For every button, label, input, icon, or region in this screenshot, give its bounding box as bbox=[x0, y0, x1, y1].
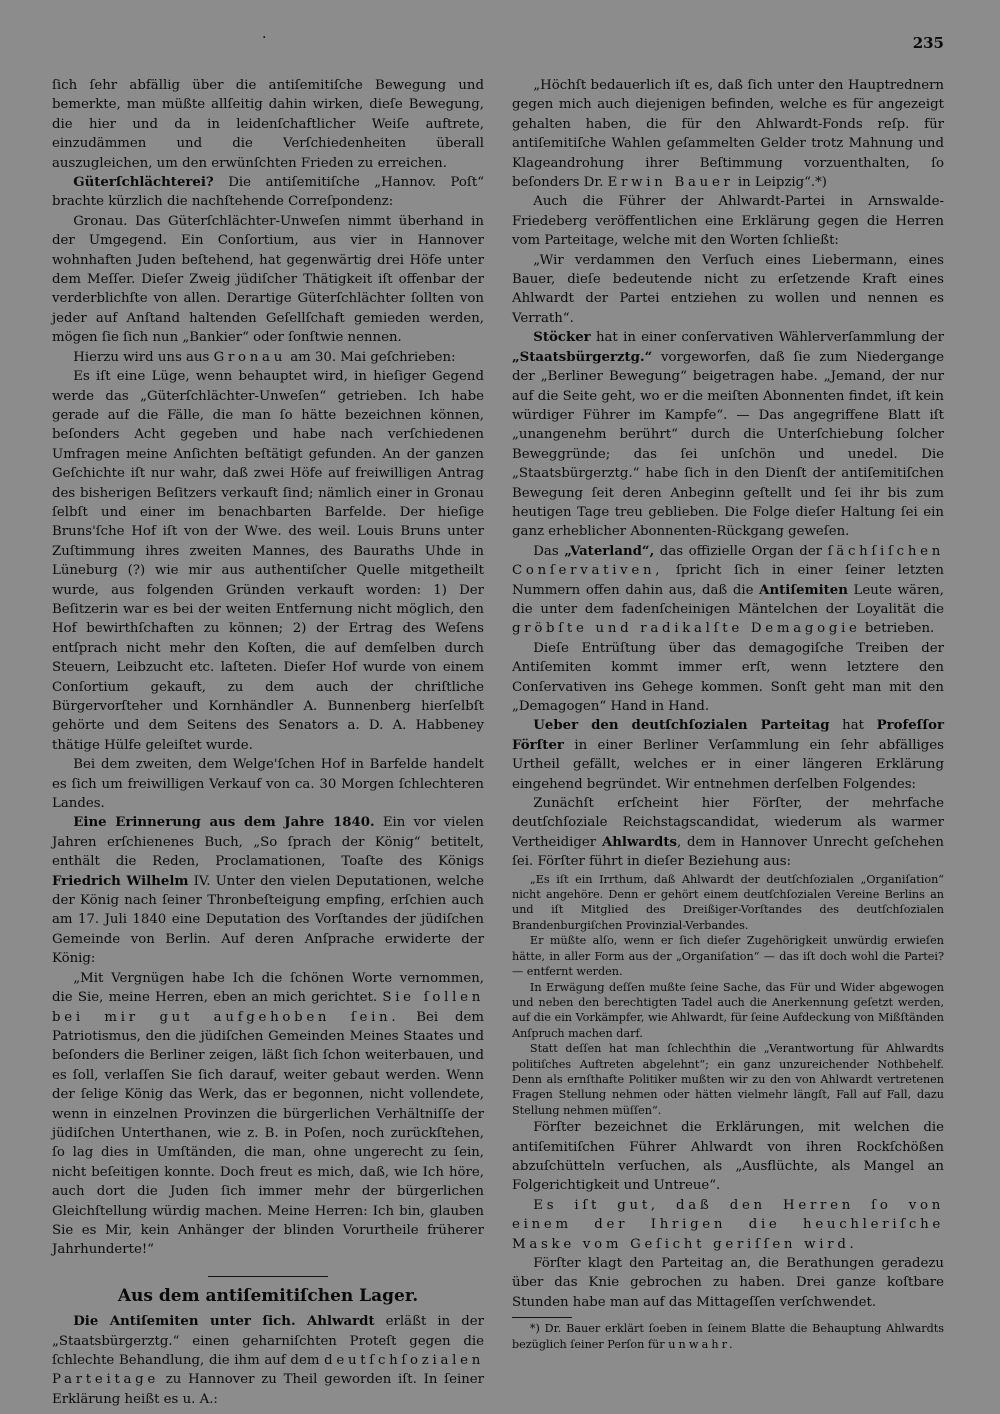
bold-name: Friedrich Wilhelm bbox=[52, 873, 189, 889]
text-run: Das bbox=[533, 543, 565, 559]
paragraph: Förſter klagt den Parteitag an, die Berathungen geradezu über das Knie gebrochen zu haben. Drei ganze koſtbare Stunden habe man auf das Mittageſſen verſchwendet. bbox=[512, 1256, 944, 1310]
spaced-text: Erwin Bauer bbox=[607, 175, 734, 191]
paragraph bbox=[512, 542, 944, 639]
text-run: erläßt in der „Staatsbürgerztg.“ einen geharniſchten Proteſt gegen die ſchlechte Behandlung, die ihm auf dem bbox=[52, 1314, 484, 1368]
quote-paragraph: In Erwägung deſſen mußte ſeine Sache, das Für und Wider abgewogen und neben den berechtigten Tadel auch die Anerkennung geſetzt werden, auf die ein Vorkämpfer, wie Ahlwardt, für ſeine Aufdeckung von Mißſtänden Anſpruch machen darf. bbox=[512, 980, 944, 1040]
headline: Ueber den deutſchſozialen Parteitag bbox=[533, 718, 830, 734]
quote-paragraph bbox=[52, 969, 484, 1260]
spaced-paragraph: Es iſt gut, daß den Herren ſo von einem der Ihrigen die heuchleriſche Maske vom Geſicht geriſſen wird. bbox=[512, 1197, 944, 1252]
text-run: Zunächſt erſcheint hier Förſter, der mehrfache deutſchſoziale Reichstagscandidat, wiederum als warmer Vertheidiger bbox=[512, 796, 944, 850]
section-divider bbox=[208, 1276, 328, 1277]
text-run: hat bbox=[829, 718, 877, 734]
paragraph bbox=[52, 348, 484, 367]
spaced-text: gröbſte und radikalſte Demagogie bbox=[512, 621, 861, 637]
spaced-text: Sie ſollen bei mir gut aufgehoben ſein. bbox=[52, 990, 484, 1025]
bold-name: Profeſſor Förſter bbox=[512, 718, 944, 753]
spaced-text: Gronau bbox=[213, 349, 286, 365]
paragraph: Förſter bezeichnet die Erklärungen, mit welchen die antiſemitiſchen Führer Ahlwardt von ihren Rockſchößen abzuſchütteln verſuchen, als „Ausflüchte, als Mangel an Folgerichtigkeit und Untreue“. bbox=[512, 1120, 944, 1194]
text-run: Hierzu wird uns aus bbox=[73, 349, 214, 365]
paragraph: Es iſt eine Lüge, wenn behauptet wird, in hieſiger Gegend werde das „Güterſchlächter-Unweſen“ getrieben. Ich habe gerade auf die Fälle, die man ſo hätte bezeichnen können, beſonders Acht gegeben und habe nach verſchiedenen Umfragen meine Anſichten beſtätigt gefunden. An der ganzen Geſchichte iſt nur wahr, daß zwei Höfe auf freiwilligen Antrag des bisherigen Beſitzers verkauft ſind; nämlich einer in Gronau ſelbſt und einer im benachbarten Barfelde. Der hieſige Bruns'ſche Hof iſt von der Wwe. des weil. Louis Bruns unter Zuſtimmung ihres zweiten Mannes, des Bauraths Uhde in Lüneburg (?) wie mir aus authentiſcher Quelle mitgetheilt wurde, aus folgenden Gründen verkauft worden: 1) Der Beſitzerin war es bei der weiten Entfernung nicht möglich, den Hof bewirthſchaften zu können; 2) der Ertrag des Weſens entſprach nicht mehr den Koſten, die auf demſelben durch Steuern, Leibzucht etc. laſteten. Dieſer Hof wurde von einem Conſortium gekauft, zu dem auch der chriſtliche Bürgervorſteher und Kornhändler A. Bunnenberg hierſelbſt gehörte und dem Seitens des Senators a. D. A. Habbeney thätige Hülfe geleiſtet wurde. bbox=[52, 369, 484, 753]
paragraph: Bei dem zweiten, dem Welge'ſchen Hof in Barfelde handelt es ſich um freiwilligen Verkauf von ca. 30 Morgen ſchlechteren Landes. bbox=[52, 757, 484, 812]
quote-paragraph: „Es iſt ein Irrthum, daß Ahlwardt der deutſchſozialen „Organiſation“ nicht angehöre. Denn er gehört einem deutſchſozialen Vereine Berlins an und iſt Mitglied des Dreißiger-Vorſtandes des deutſchſozialen Brandenburgiſchen Provinzial-Verbandes. bbox=[512, 872, 944, 932]
paragraph: ſich ſehr abfällig über die antiſemitiſche Bewegung und bemerkte, man müßte allſeitig dahin wirken, dieſe Bewegung, die hier und da in leidenſchaftlicher Weiſe auftrete, einzudämmen und die Verſchiedenheiten überall auszugleichen, um den erwünſchten Frieden zu erreichen. bbox=[52, 78, 484, 171]
right-column bbox=[512, 76, 944, 1352]
paragraph bbox=[512, 794, 944, 872]
paragraph: Gronau. Das Güterſchlächter-Unweſen nimmt überhand in der Umgegend. Ein Conſortium, aus vier in Hannover wohnhaften Juden beſtehend, hat gegenwärtig drei Höfe unter dem Meſſer. Dieſer Zweig jüdiſcher Thätigkeit iſt offenbar der verderblichſte von allen. Derartige Güterſchlächter ſollten von jeder auf Anſtand haltenden Geſellſchaft gemieden werden, mögen ſie ſich nun „Bankier“ oder ſonſtwie nennen. bbox=[52, 213, 484, 346]
text-run: ſpricht ſich in einer ſeiner letzten Nummern offen dahin aus, daß die bbox=[512, 563, 944, 598]
quote-paragraph: „Wir verdammen den Verſuch eines Liebermann, eines Bauer, dieſe bedeutende nicht zu erſetzende Kraft eines Ahlwardt der Partei entziehen zu wollen und nennen es Verrath“. bbox=[512, 252, 944, 326]
headline: „Vaterland“, bbox=[564, 543, 655, 559]
text-run: am 30. Mai geſchrieben: bbox=[285, 349, 456, 365]
text-run: in Leipzig“.*) bbox=[733, 175, 827, 191]
quote-paragraph bbox=[512, 76, 944, 192]
text-run: IV. Unter den vielen Deputationen, welche der König nach ſeiner Thronbeſteigung empfing, erſchien auch am 17. Juli 1840 eine Deputation des Vorſtandes der jüdiſchen Gemeinde von Berlin. Auf deren Anſprache erwiderte der König: bbox=[52, 873, 484, 967]
paragraph bbox=[52, 1312, 484, 1409]
paragraph bbox=[512, 328, 944, 541]
text-run: zu Hannover zu Theil geworden iſt. In ſeiner Erklärung heißt es u. A.: bbox=[52, 1372, 484, 1407]
paragraph bbox=[52, 813, 484, 968]
stray-mark: · bbox=[262, 30, 267, 46]
paragraph: Dieſe Entrüſtung über das demagogiſche Treiben der Antiſemiten kommt immer erſt, wenn letztere den Conſervativen ins Gehege kommen. Sonſt geht man mit den „Demagogen“ Hand in Hand. bbox=[512, 640, 944, 714]
spaced-text: deutſchſozialen Parteitage bbox=[52, 1353, 484, 1388]
footnote-text bbox=[512, 1321, 944, 1352]
section-title: Aus dem antiſemitiſchen Lager. bbox=[117, 1285, 419, 1306]
headline: Stöcker bbox=[533, 330, 591, 346]
spaced-text: unwahr. bbox=[668, 1337, 736, 1351]
text-run: das offizielle Organ der bbox=[654, 543, 828, 559]
text-run: „Mit Vergnügen habe Ich die ſchönen Worte vernommen, die Sie, meine Herren, eben an mich gerichtet. bbox=[52, 970, 484, 1006]
text-run: Ein vor vielen Jahren erſchienenes Buch, „So ſprach der König“ betitelt, enthält die Reden, Proclamationen, Toaſte des Königs bbox=[52, 815, 484, 870]
text-run: Die antiſemitiſche „Hannov. Poſt“ brachte kürzlich die nachſtehende Correſpondenz: bbox=[52, 175, 484, 210]
headline: Güterſchlächterei? bbox=[73, 175, 214, 191]
text-run: vorgeworfen, daß ſie zum Niedergange der „Berliner Bewegung“ beigetragen habe. „Jemand, der nur auf die Seite geht, wo er die meiſten Abonnenten findet, iſt kein würdiger Führer im Kampfe“. — Das angegriffene Blatt iſt „unangenehm berührt“ durch die Unterſchiebung ſolcher Beweggründe; das ſei unſchön und unedel. Die „Staatsbürgerztg.“ habe ſich in den Dienſt der antiſemitiſchen Bewegung ſeit deren Anbeginn geſtellt und ſei ihr bis zum heutigen Tage treu geblieben. Die Folge dieſer Haltung ſei ein ganz erheblicher Abonnenten-Rückgang geweſen. bbox=[512, 349, 944, 540]
footnote-divider bbox=[512, 1317, 572, 1318]
bold-name: „Staatsbürgerztg.“ bbox=[512, 349, 653, 365]
spaced-text: ſächſiſchen Conſervativen, bbox=[512, 543, 945, 579]
bold-name: Ahlwardts bbox=[601, 834, 677, 850]
bold-name: Antiſemiten bbox=[759, 582, 848, 598]
text-run: Leute wären, die unter dem fadenſcheinigen Mäntelchen der Loyalität die bbox=[512, 582, 944, 617]
footnote bbox=[512, 1321, 944, 1352]
text-run: betrieben. bbox=[860, 621, 935, 637]
page-number: 235 bbox=[912, 34, 944, 52]
text-run: , dem in Hannover Unrecht geſchehen ſei. Förſter führt in dieſer Beziehung aus: bbox=[512, 834, 944, 870]
paragraph bbox=[512, 716, 944, 794]
headline: Eine Erinnerung aus dem Jahre 1840. bbox=[73, 815, 375, 831]
left-column bbox=[52, 76, 484, 1409]
text-run: in einer Berliner Verſammlung ein ſehr abfälliges Urtheil gefällt, welches er in einer längeren Erklärung eingehend begründet. Wir entnehmen derſelben Folgendes: bbox=[512, 737, 944, 792]
paragraph: Auch die Führer der Ahlwardt-Partei in Arnswalde-Friedeberg veröffentlichen eine Erklärung gegen die Herren vom Parteitage, welche mit den Worten ſchließt: bbox=[512, 194, 944, 249]
text-run: Bei dem Patriotismus, den die jüdiſchen Gemeinden Meines Staates und beſonders die Berliner zeigen, läßt ſich ſchon weiterbauen, und es ſoll, verlaſſen Sie ſich darauf, weiter gebaut werden. Wenn der ſelige König das Werk, das er begonnen, nicht vollendete, wenn in einzelnen Provinzen die bürgerlichen Verhältniſſe der jüdiſchen Unterthanen, wie z. B. in Poſen, noch zurückſtehen, ſo lag dies in Umſtänden, die man, ohne ungerecht zu ſein, nicht beſeitigen konnte. Doch freut es mich, daß, wie Ich höre, auch dort die Juden ſich immer mehr der bürgerlichen Gleichſtellung würdig machen. Meine Herren: Ich bin, glauben Sie es Mir, kein Anhänger der blinden Vorurtheile früherer Jahrhunderte!“ bbox=[52, 1009, 485, 1258]
text-run: *) Dr. Bauer erklärt ſoeben in ſeinem Blatte die Behauptung Ahlwardts bezüglich ſeiner Perſon für bbox=[512, 1322, 944, 1351]
quote-paragraph: Statt deſſen hat man ſchlechthin die „Verantwortung für Ahlwardts politiſches Auftreten abgelehnt“; ein ganz unzureichender Nothbehelf. Denn als ernſthafte Politiker mußten wir zu den von Ahlwardt vertretenen Fragen Stellung nehmen oder hätten vielmehr längſt, Fall auf Fall, dazu Stellung nehmen müſſen“. bbox=[512, 1042, 944, 1117]
text-run: hat in einer conſervativen Wählerverſammlung der bbox=[590, 330, 944, 346]
headline: Die Antiſemiten unter ſich. Ahlwardt bbox=[73, 1314, 375, 1330]
paragraph bbox=[52, 173, 484, 212]
text-run: „Höchſt bedauerlich iſt es, daß ſich unter den Hauptrednern gegen mich auch diejenigen befinden, welche es für angezeigt gehalten haben, die für den Ahlwardt-Fonds reſp. für antiſemitiſche Wahlen geſammelten Gelder trotz Mahnung und Klageandrohung ihrer Beſtimmung vorzuenthalten, ſo beſonders Dr. bbox=[512, 78, 944, 191]
quote-paragraph: Er müßte alſo, wenn er ſich dieſer Zugehörigkeit unwürdig erwieſen hätte, in aller Form aus der „Organiſation“ — das iſt doch wohl die Partei? — entfernt werden. bbox=[512, 934, 944, 979]
small-print-quote bbox=[512, 872, 944, 1119]
